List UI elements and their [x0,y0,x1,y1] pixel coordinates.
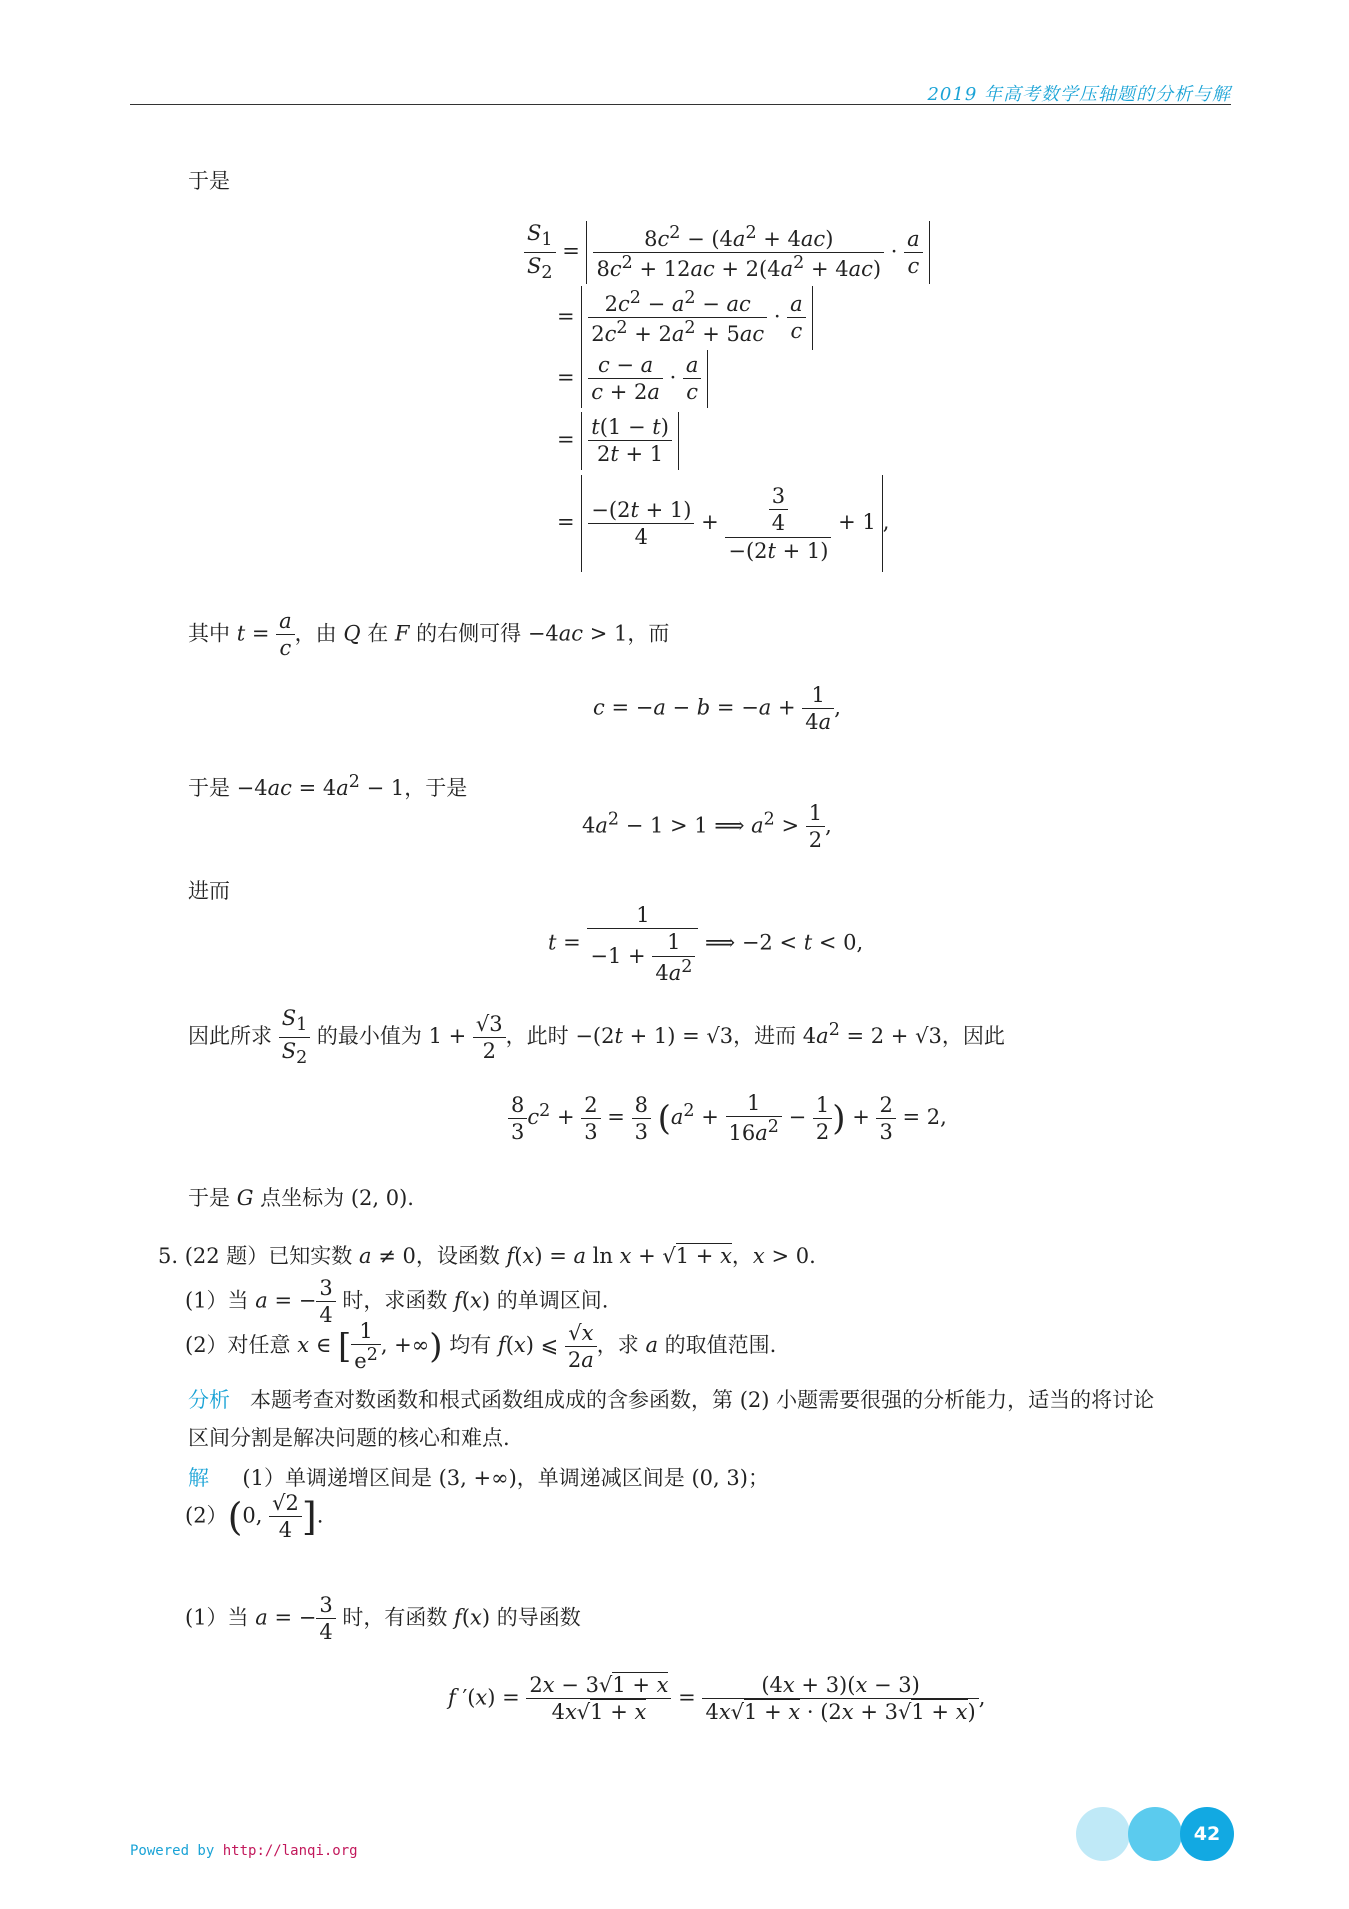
text-jiner: 进而 [188,879,230,903]
solution-line1 [188,1462,769,1492]
text-yushi: 于是 [188,169,230,193]
math-s-ratio-line4: = $\frac{t(1 - t)}{2t + 1}$ [557,412,679,470]
header-rule [130,104,1231,105]
text-yinci: 因此所求 $\frac{S_1}{S_2}$ 的最小值为 1 + $\frac{√3}{2}$ ，此时 −(2t + 1) = √3，进而 $4a^2 = 2 + √3$，因此 [188,1006,1005,1069]
math-ineq: $4a^2 - 1 > 1$ ⟹ $a^2$ > $\frac{1}{2}$ , [582,801,832,853]
analysis-line1 [188,1384,1154,1414]
text-yushi-2: 于是 $-4ac = 4a^2 - 1$，于是 [188,772,468,800]
solution-label: 解 [188,1466,209,1490]
problem-part2: (2）对任意 x ∈ [ $\frac{1}{e^2}$ , +∞) 均有 f(x) ⩽ $\frac{√x}{2a}$ ，求 a 的取值范围. [185,1319,777,1374]
running-header-title: 2019 年高考数学压轴题的分析与解 [927,84,1231,105]
analysis-text-2: 区间分割是解决问题的核心和难点. [188,1426,510,1450]
problem-part1: (1）当 a = − $\frac{3}{4}$ 时，求函数 f(x) 的单调区间. [185,1276,609,1328]
solution-answer-1: (1）单调递增区间是 (3, +∞)，单调递减区间是 (0, 3)； [242,1466,769,1490]
math-s-ratio-line2: = $\frac{2c^2 - a^2 - ac}{2c^2 + 2a^2 + 5ac}$ · $\frac{a}{c}$ [557,286,813,350]
text-qizhong: 其中 t = $\frac{a}{c}$ ，由 Q 在 F 的右侧可得 −4ac > 1，而 [188,609,670,661]
math-c-eq: c = −a − b = −a + $\frac{1}{4a}$ , [593,683,841,735]
problem-stem: 5. (22 题）已知实数 a ≠ 0，设函数 f(x) = a ln x + √1 + x，x > 0. [158,1244,816,1268]
analysis-text-1: 本题考查对数函数和根式函数组成成的含参函数，第 (2) 小题需要很强的分析能力，适当的将讨论 [250,1388,1155,1412]
page-number: 42 [1193,1823,1221,1845]
text-g-point: 于是 G 点坐标为 (2, 0). [188,1186,414,1210]
analysis-label: 分析 [188,1388,230,1412]
page-badge-light-circle [1076,1807,1130,1861]
solution-part1-derivative: (1）当 a = − $\frac{3}{4}$ 时，有函数 f(x) 的导函数 [185,1593,581,1645]
solution-answer-2: (2）(0, $\frac{√2}{4}$ ]. [185,1491,324,1543]
page-badge-mid-circle [1128,1807,1182,1861]
math-final-eq: $\frac{8}{3}$ $c^2$ + $\frac{2}{3}$ = $\frac{8}{3}$ ($a^2$ + $\frac{1}{16a^2}$ − $\frac{1}{2}$ ) + $\frac{2}{3}$ = 2, [508,1090,947,1147]
powered-link[interactable]: http://lanqi.org [222,1843,358,1859]
math-derivative: f ′(x) = $\frac{2x - 3√1 + x}{4x√1 + x}$ = $\frac{(4x + 3)(x - 3)}{4x√1 + x \cdot (2x + 3√1 + x)}$ , [448,1673,986,1725]
powered-label: Powered by [130,1843,215,1859]
footer-powered-by [130,1843,358,1859]
math-s-ratio-line3: = $\frac{c - a}{c + 2a}$ · $\frac{a}{c}$ [557,350,708,408]
math-s-ratio-line5: = $\frac{-(2t + 1)}{4}$ + $\frac{\frac{3}{4}}{-(2t + 1)}$ + 1 , [557,475,889,572]
math-s-ratio-line1: $\frac{S_1}{S_2}$ = $\frac{8c^2 - (4a^2 + 4ac)}{8c^2 + 12ac + 2(4a^2 + 4ac)}$ · $\frac{a}{c}$ [524,220,930,285]
math-t-eq: t = 1 −1 + $\frac{1}{4a^2}$ ⟹ −2 < t < 0, [548,903,864,985]
solution-part2-label: (2） [185,1503,228,1528]
